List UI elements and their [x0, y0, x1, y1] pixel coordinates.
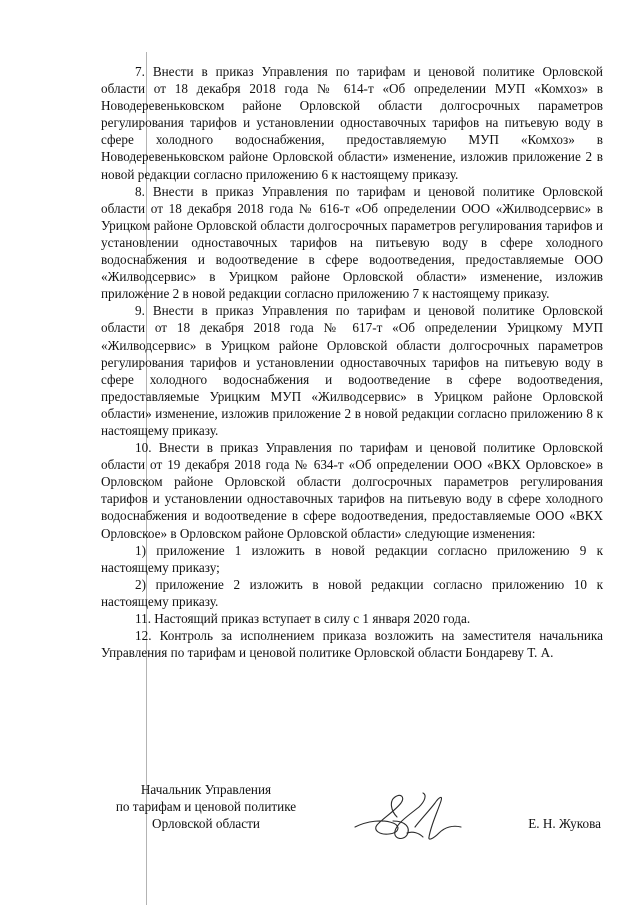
signatory-title-line-2: по тарифам и ценовой политике — [115, 799, 297, 815]
signatory-name: Е. Н. Жукова — [528, 816, 601, 831]
paragraph-item-12: 12. Контроль за исполнением приказа возложить на заместителя начальника Управления по тарифам и ценовой политике Орловской области Бондареву Т. А. — [101, 628, 603, 661]
paragraph-item-11: 11. Настоящий приказ вступает в силу с 1 января 2020 года. — [135, 611, 471, 626]
paragraph-item-7: 7. Внести в приказ Управления по тарифам и ценовой политике Орловской области от 18 декабря 2018 года № 614-т «Об определении МУП «Комхоз» в Новодеревеньковском районе Орловской области долгосрочных параметров регулирования тарифов и установлении одноставочных тарифов на питьевую воду в сфере холодного водоснабжения, предоставляемую МУП «Комхоз» в Новодеревеньковском районе Орловской области» изменение, изложив приложение 2 в новой редакции согласно приложению 6 к настоящему приказу. — [101, 64, 603, 182]
paragraph-subitem-1: 1) приложение 1 изложить в новой редакции согласно приложению 9 к настоящему приказу; — [101, 542, 603, 575]
signatory-title-line-3: Орловской области — [152, 816, 260, 832]
handwritten-signature — [349, 781, 469, 845]
order-body — [101, 63, 603, 661]
paragraph-item-8: 8. Внести в приказ Управления по тарифам и ценовой политике Орловской области от 18 декабря 2018 года № 616-т «Об определении ООО «Жилводсервис» в Урицком районе Орловской области долгосрочных параметров регулирования тарифов и установлении одноставочных тарифов на питьевую воду в сфере холодного водоснабжения и водоотведение в сфере водоотведения, предоставляемые ООО «Жилводсервис» в Урицком районе Орловской области» изменение, изложив приложение 2 в новой редакции согласно приложению 7 к настоящему приказу. — [101, 183, 603, 302]
signatory-title-line-1: Начальник Управления — [140, 782, 272, 797]
paragraph-item-9: 9. Внести в приказ Управления по тарифам и ценовой политике Орловской области от 18 декабря 2018 года № 617-т «Об определении Урицкому МУП «Жилводсервис» в Урицком районе Орловской области долгосрочных параметров регулирования тарифов и установлении одноставочных тарифов на питьевую воду в сфере холодного водоснабжения и водоотведение в сфере водоотведения, предоставляемые Урицким МУП «Жилводсервис» в Урицком районе Орловской области» изменение, изложив приложение 2 в новой редакции согласно приложению 8 к настоящему приказу. — [101, 303, 603, 438]
paragraph-item-10: 10. Внести в приказ Управления по тарифам и ценовой политике Орловской области от 19 декабря 2018 года № 634-т «Об определении ООО «ВКХ Орловское» в Орловском районе Орловской области долгосрочных параметров регулирования тарифов и установлении одноставочных тарифов на питьевую воду в сфере холодного водоснабжения и водоотведение в сфере водоотведения, предоставляемые ООО «ВКХ Орловское» в Орловском районе Орловской области» следующие изменения: — [101, 440, 603, 541]
signature-block — [101, 781, 603, 851]
paragraph-subitem-2: 2) приложение 2 изложить в новой редакции согласно приложению 10 к настоящему приказу. — [101, 576, 603, 609]
signatory-title — [101, 781, 311, 832]
